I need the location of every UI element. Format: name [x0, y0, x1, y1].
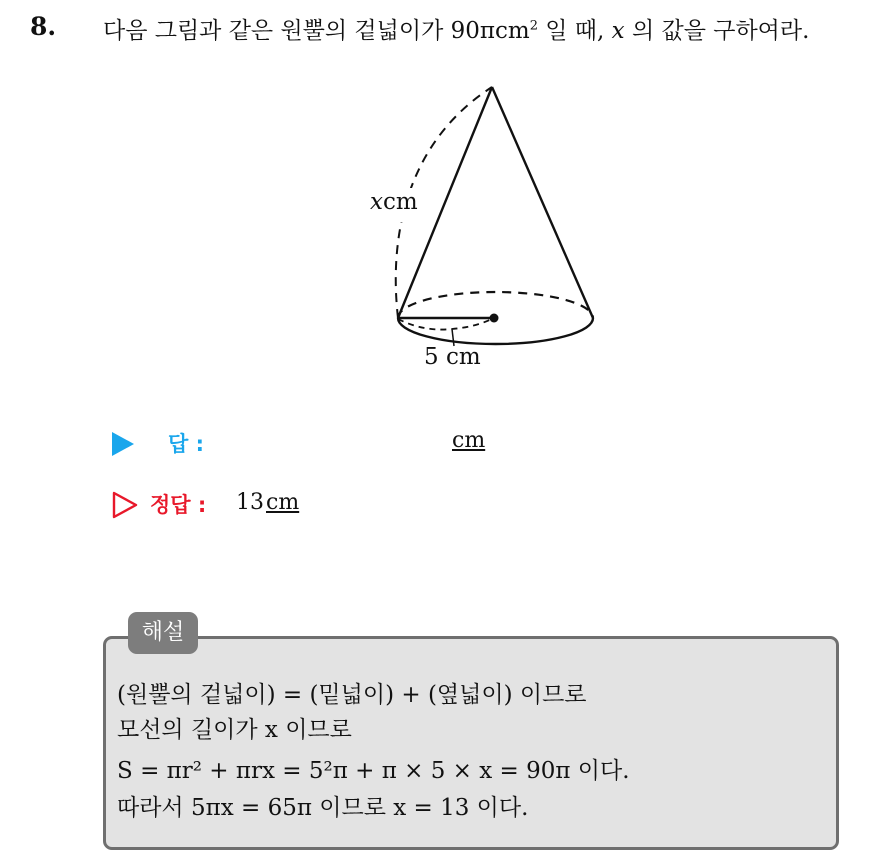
cone-right-side	[492, 87, 593, 318]
question-text-after: 의 값을 구하여라.	[624, 18, 810, 44]
correct-value	[236, 490, 299, 515]
question-variable: x	[611, 18, 625, 44]
play-triangle-icon	[112, 432, 134, 456]
radius-label: 5 cm	[424, 344, 481, 370]
question-superscript: 2	[529, 18, 538, 34]
question-text-before: 다음 그림과 같은 원뿔의 겉넓이가 90πcm	[103, 18, 530, 44]
outline-triangle-icon	[112, 491, 138, 519]
answer-unit[interactable]: cm	[452, 428, 486, 453]
solution-line-2: 모선의 길이가 x 이므로	[117, 717, 352, 743]
question-text-middle: 일 때,	[537, 18, 612, 44]
correct-unit: cm	[266, 490, 300, 515]
solution-line-3: S = πr² + πrx = 5²π + π × 5 × x = 90π 이다.	[117, 758, 630, 784]
slant-label-unit: cm	[382, 189, 418, 215]
question-number: 8.	[30, 12, 57, 41]
solution-line-4: 따라서 5πx = 65π 이므로 x = 13 이다.	[117, 795, 529, 821]
solution-line-1: (원뿔의 겉넓이) = (밑넓이) + (옆넓이) 이므로	[117, 682, 587, 708]
slant-height-label	[370, 189, 418, 215]
correct-label: 정답 :	[150, 493, 207, 517]
slant-label-var: x	[370, 189, 383, 215]
radius-brace	[398, 318, 494, 330]
solution-tag: 해설	[128, 612, 198, 654]
answer-label: 답 :	[168, 432, 204, 456]
correct-number: 13	[236, 490, 264, 515]
